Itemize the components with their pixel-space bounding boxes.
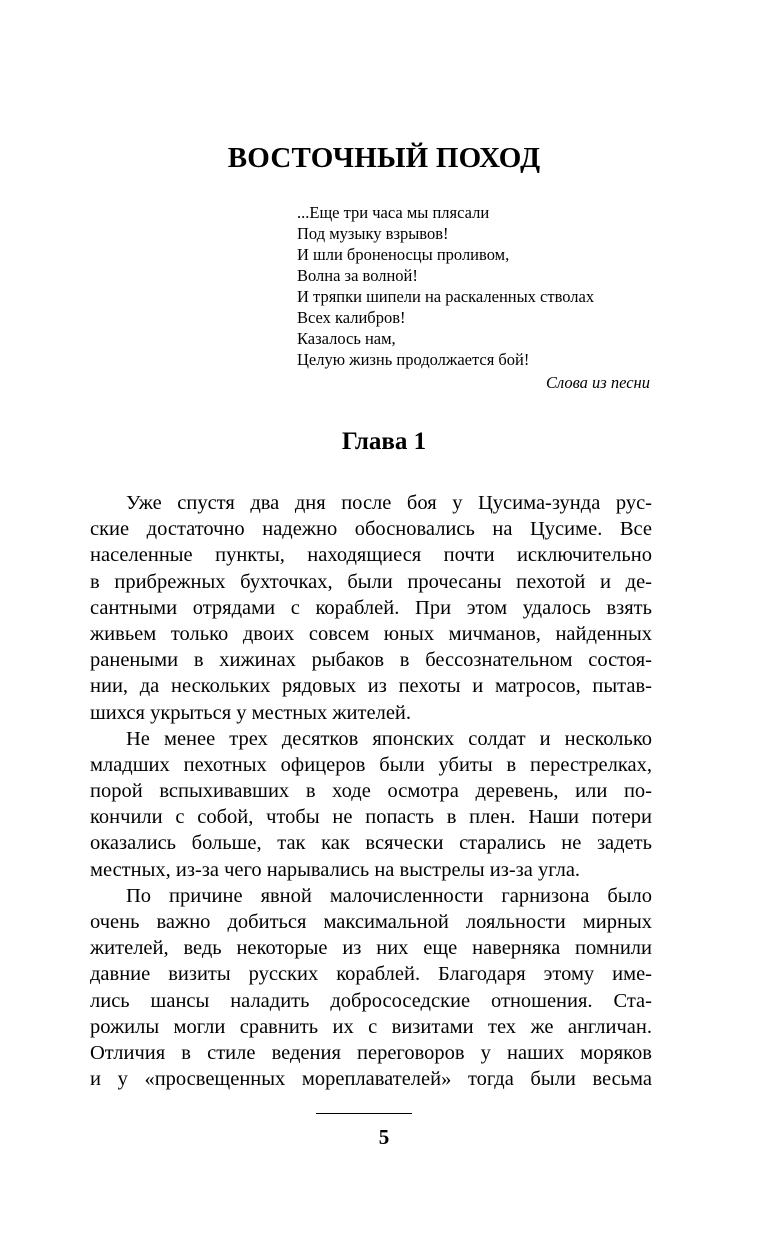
text-line: нии, да нескольких рядовых из пехоты и матросов, пытав- xyxy=(90,675,652,698)
text-line: ские достаточно надежно обосновались на Цусиме. Все xyxy=(90,518,652,541)
text-line: младших пехотных офицеров были убиты в перестрелках, xyxy=(90,753,652,776)
text-line: порой вспыхивавших в ходе осмотра деревень, или по- xyxy=(90,780,652,803)
text-line: кончили с собой, чтобы не попасть в плен. Наши потери xyxy=(90,806,652,829)
epigraph-line: Волна за волной! xyxy=(297,266,418,285)
text-line: По причине явной малочисленности гарнизона было xyxy=(126,884,652,907)
part-title: ВОСТОЧНЫЙ ПОХОД xyxy=(227,142,541,174)
epigraph-line: ...Еще три часа мы плясали xyxy=(297,203,490,222)
epigraph-line: Целую жизнь продолжается бой! xyxy=(297,350,530,369)
text-line: в прибрежных бухточках, были прочесаны пехотой и де- xyxy=(90,570,652,593)
text-line: Не менее трех десятков японских солдат и несколько xyxy=(126,727,652,750)
epigraph-attribution: Слова из песни xyxy=(545,373,650,392)
text-line: шихся укрыться у местных жителей. xyxy=(90,701,412,724)
epigraph-line: Под музыку взрывов! xyxy=(297,224,449,243)
epigraph xyxy=(297,202,652,370)
text-line: живьем только двоих совсем юных мичманов, найденных xyxy=(90,622,652,645)
text-line: лись шансы наладить добрососедские отношения. Ста- xyxy=(90,989,652,1012)
epigraph-line: Казалось нам, xyxy=(297,329,396,348)
paragraph xyxy=(90,726,652,883)
page-number: 5 xyxy=(378,1125,390,1149)
text-line: очень важно добиться максимальной лояльности мирных xyxy=(90,911,652,933)
text-line: Отличия в стиле ведения переговоров у наших моряков xyxy=(90,1041,652,1064)
text-line: давние визиты русских кораблей. Благодаря этому име- xyxy=(90,963,652,986)
footer-rule xyxy=(316,1113,412,1114)
text-line: рожилы могли сравнить их с визитами тех же англичан. xyxy=(90,1015,652,1038)
text-line: ранеными в хижинах рыбаков в бессознательном состоя- xyxy=(90,649,652,672)
epigraph-line: Всех калибров! xyxy=(297,308,406,327)
text-line: оказались больше, так как всячески старались не задеть xyxy=(90,832,652,855)
text-line: жителей, ведь некоторые из них еще наверняка помнили xyxy=(90,937,652,960)
body-text xyxy=(90,490,652,1092)
paragraph xyxy=(90,883,652,1093)
paragraph xyxy=(90,490,652,726)
chapter-heading: Глава 1 xyxy=(341,428,427,455)
text-line: населенные пункты, находящиеся почти исключительно xyxy=(90,544,652,567)
text-line: Уже спустя два дня после боя у Цусима-зунда рус- xyxy=(126,492,652,514)
text-line: и у «просвещенных мореплавателей» тогда были весьма xyxy=(90,1068,652,1091)
text-line: сантными отрядами с кораблей. При этом удалось взять xyxy=(90,596,652,619)
text-line: местных, из-за чего нарывались на выстрелы из-за угла. xyxy=(90,858,581,881)
epigraph-line: И шли броненосцы проливом, xyxy=(297,245,510,264)
epigraph-line: И тряпки шипели на раскаленных стволах xyxy=(297,287,595,306)
